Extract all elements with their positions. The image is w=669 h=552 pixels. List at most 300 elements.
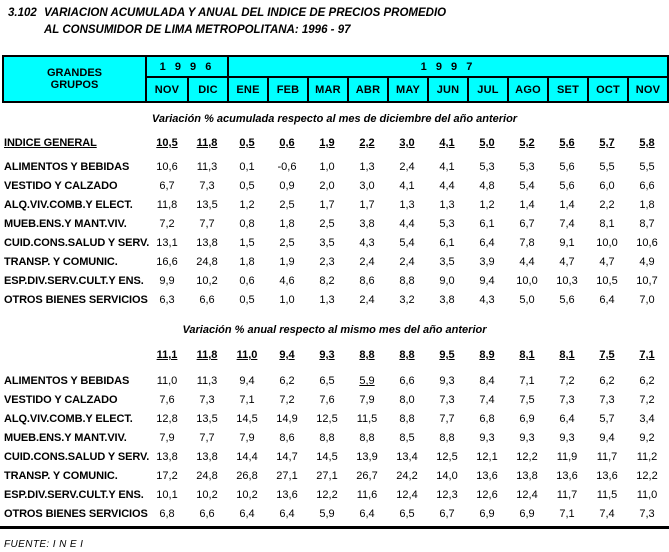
value-cell: 7,7 (439, 413, 455, 425)
row-label: ESP.DIV.SERV.CULT.Y ENS. (4, 275, 144, 287)
value-cell: 0,5 (239, 137, 255, 149)
value-cell: 6,0 (599, 180, 615, 192)
value-cell: 6,7 (439, 508, 455, 520)
value-cell: 7,1 (239, 394, 255, 406)
value-cell: 8,8 (399, 275, 415, 287)
value-cell: 12,1 (476, 451, 498, 463)
header-year-1997: 1 9 9 7 (227, 57, 667, 78)
value-cell: 5,3 (479, 161, 495, 173)
value-cell: 1,5 (239, 237, 255, 249)
table-row (4, 177, 669, 196)
value-cell: 11,8 (156, 199, 178, 211)
value-cell: 6,9 (519, 508, 535, 520)
value-cell: 6,3 (159, 294, 175, 306)
value-cell: 7,3 (199, 394, 215, 406)
value-cell: 26,7 (356, 470, 378, 482)
value-cell: 24,8 (196, 470, 218, 482)
value-cell: 7,0 (639, 294, 655, 306)
value-cell: 1,7 (319, 199, 335, 211)
value-cell: 7,3 (559, 394, 575, 406)
value-cell: 5,2 (519, 137, 535, 149)
row-label: TRANSP. Y COMUNIC. (4, 470, 118, 482)
header-month-mar-4: MAR (307, 78, 347, 101)
value-cell: 9,5 (439, 349, 455, 361)
table-row (4, 196, 669, 215)
value-cell: 6,4 (239, 508, 255, 520)
value-cell: 6,8 (479, 413, 495, 425)
value-cell: 3,8 (359, 218, 375, 230)
value-cell: 11,9 (556, 451, 578, 463)
table-number: 3.102 (8, 7, 37, 19)
header-month-jun-7: JUN (427, 78, 467, 101)
value-cell: 5,9 (359, 375, 375, 387)
value-cell: 13,1 (156, 237, 178, 249)
value-cell: 7,4 (479, 394, 495, 406)
value-cell: 2,0 (319, 180, 335, 192)
row-label: ALQ.VIV.COMB.Y ELECT. (4, 413, 133, 425)
value-cell: 7,7 (199, 218, 215, 230)
value-cell: 1,9 (319, 137, 335, 149)
value-cell: 5,5 (639, 161, 655, 173)
value-cell: 4,1 (399, 180, 415, 192)
value-cell: 6,5 (399, 508, 415, 520)
value-cell: 8,8 (439, 432, 455, 444)
value-cell: 0,6 (239, 275, 255, 287)
value-cell: 6,2 (599, 375, 615, 387)
value-cell: 2,3 (319, 256, 335, 268)
table-row (4, 253, 669, 272)
value-cell: 7,1 (519, 375, 535, 387)
value-cell: 1,4 (559, 199, 575, 211)
value-cell: 16,6 (156, 256, 178, 268)
value-cell: 6,7 (159, 180, 175, 192)
value-cell: 7,6 (159, 394, 175, 406)
value-cell: 12,8 (156, 413, 178, 425)
value-cell: 6,1 (439, 237, 455, 249)
row-label: OTROS BIENES SERVICIOS (4, 294, 148, 306)
value-cell: 8,1 (559, 349, 575, 361)
value-cell: 2,4 (399, 256, 415, 268)
value-cell: 7,5 (599, 349, 615, 361)
value-cell: 14,5 (316, 451, 338, 463)
row-label: ALIMENTOS Y BEBIDAS (4, 161, 130, 173)
value-cell: 10,6 (156, 161, 178, 173)
value-cell: 3,2 (399, 294, 415, 306)
value-cell: 14,0 (436, 470, 458, 482)
value-cell: 3,4 (639, 413, 655, 425)
value-cell: 13,6 (276, 489, 298, 501)
value-cell: 10,5 (156, 137, 178, 149)
table-row (4, 291, 669, 310)
header-month-ene-2: ENE (227, 78, 267, 101)
row-label: INDICE GENERAL (4, 137, 97, 149)
value-cell: 13,5 (196, 413, 218, 425)
value-cell: 4,8 (479, 180, 495, 192)
value-cell: 6,8 (159, 508, 175, 520)
value-cell: 7,3 (439, 394, 455, 406)
value-cell: 6,6 (199, 294, 215, 306)
value-cell: 5,4 (519, 180, 535, 192)
value-cell: 10,3 (556, 275, 578, 287)
value-cell: 12,4 (396, 489, 418, 501)
source-note: FUENTE: I N E I (4, 539, 84, 550)
table-row (4, 448, 669, 467)
value-cell: 12,2 (316, 489, 338, 501)
value-cell: 5,0 (519, 294, 535, 306)
value-cell: 1,0 (279, 294, 295, 306)
value-cell: 10,5 (596, 275, 618, 287)
value-cell: 8,6 (359, 275, 375, 287)
value-cell: 1,3 (399, 199, 415, 211)
value-cell: 2,5 (279, 199, 295, 211)
value-cell: 0,5 (239, 294, 255, 306)
indice-general-row (4, 134, 669, 153)
row-label (4, 346, 147, 365)
value-cell: 6,2 (639, 375, 655, 387)
value-cell: 1,8 (639, 199, 655, 211)
value-cell: 7,9 (159, 432, 175, 444)
page-title (8, 5, 669, 39)
value-cell: 1,0 (319, 161, 335, 173)
value-cell: 2,4 (359, 294, 375, 306)
value-cell: 2,5 (319, 218, 335, 230)
value-cell: 3,0 (399, 137, 415, 149)
value-cell: 3,8 (439, 294, 455, 306)
value-cell: 4,7 (599, 256, 615, 268)
value-cell: 6,4 (279, 508, 295, 520)
value-cell: 6,4 (559, 413, 575, 425)
value-cell: 11,8 (196, 349, 218, 361)
value-cell: 7,3 (199, 180, 215, 192)
section-heading-annual: Variación % anual respecto al mismo mes del año anterior (182, 324, 487, 336)
value-cell: 7,3 (639, 508, 655, 520)
value-cell: 9,3 (519, 432, 535, 444)
row-label: ALQ.VIV.COMB.Y ELECT. (4, 199, 133, 211)
value-cell: 9,4 (479, 275, 495, 287)
value-cell: 6,4 (599, 294, 615, 306)
value-cell: 12,4 (516, 489, 538, 501)
value-cell: 27,1 (316, 470, 338, 482)
value-cell: 8,8 (399, 413, 415, 425)
table-row (4, 234, 669, 253)
section-annual-rows (0, 372, 669, 524)
row-label: ALIMENTOS Y BEBIDAS (4, 375, 130, 387)
value-cell: 5,7 (599, 413, 615, 425)
value-cell: 11,3 (196, 375, 218, 387)
value-cell: 12,5 (316, 413, 338, 425)
value-cell: 8,5 (399, 432, 415, 444)
value-cell: 13,8 (196, 451, 218, 463)
table-row (4, 505, 669, 524)
title-line-2: AL CONSUMIDOR DE LIMA METROPOLITANA: 1996 - 97 (44, 24, 351, 36)
value-cell: 3,9 (479, 256, 495, 268)
row-label: ESP.DIV.SERV.CULT.Y ENS. (4, 489, 144, 501)
value-cell: -0,6 (277, 161, 297, 173)
value-cell: 1,8 (279, 218, 295, 230)
header-month-ago-9: AGO (507, 78, 547, 101)
value-cell: 11,7 (556, 489, 578, 501)
value-cell: 6,7 (519, 218, 535, 230)
value-cell: 1,7 (359, 199, 375, 211)
value-cell: 11,0 (636, 489, 658, 501)
value-cell: 13,6 (556, 470, 578, 482)
row-label: VESTIDO Y CALZADO (4, 394, 118, 406)
value-cell: 8,1 (599, 218, 615, 230)
value-cell: 8,2 (319, 275, 335, 287)
header-label-grandes: GRANDES (46, 67, 102, 79)
value-cell: 5,6 (559, 180, 575, 192)
value-cell: 11,3 (196, 161, 218, 173)
value-cell: 8,8 (359, 432, 375, 444)
value-cell: 13,4 (396, 451, 418, 463)
value-cell: 5,0 (479, 137, 495, 149)
value-cell: 10,2 (196, 489, 218, 501)
value-cell: 2,5 (279, 237, 295, 249)
value-cell: 12,5 (436, 451, 458, 463)
header-month-jul-8: JUL (467, 78, 507, 101)
value-cell: 5,6 (559, 137, 575, 149)
table-row (4, 410, 669, 429)
value-cell: 11,5 (596, 489, 618, 501)
value-cell: 9,3 (479, 432, 495, 444)
indice-general-row-annual (4, 346, 669, 365)
value-cell: 1,3 (359, 161, 375, 173)
value-cell: 6,1 (479, 218, 495, 230)
value-cell: 7,2 (639, 394, 655, 406)
value-cell: 1,9 (279, 256, 295, 268)
value-cell: 13,5 (196, 199, 218, 211)
value-cell: 11,0 (236, 349, 258, 361)
value-cell: 10,0 (516, 275, 538, 287)
header-month-dic-1: DIC (187, 78, 227, 101)
value-cell: 7,7 (199, 432, 215, 444)
value-cell: 5,5 (599, 161, 615, 173)
value-cell: 10,0 (596, 237, 618, 249)
table-row (4, 272, 669, 291)
value-cell: 10,2 (196, 275, 218, 287)
value-cell: 8,8 (399, 349, 415, 361)
value-cell: 11,6 (356, 489, 378, 501)
value-cell: 4,6 (279, 275, 295, 287)
value-cell: 7,2 (559, 375, 575, 387)
value-cell: 1,4 (519, 199, 535, 211)
value-cell: 10,7 (636, 275, 658, 287)
value-cell: 9,4 (599, 432, 615, 444)
value-cell: 11,5 (356, 413, 378, 425)
table-row (4, 372, 669, 391)
value-cell: 6,6 (399, 375, 415, 387)
value-cell: 2,2 (599, 199, 615, 211)
value-cell: 1,2 (479, 199, 495, 211)
value-cell: 13,6 (476, 470, 498, 482)
value-cell: 14,5 (236, 413, 258, 425)
value-cell: 12,3 (436, 489, 458, 501)
section-heading-accumulated: Variación % acumulada respecto al mes de diciembre del año anterior (151, 113, 518, 125)
value-cell: 11,0 (156, 375, 178, 387)
value-cell: 8,1 (519, 349, 535, 361)
value-cell: 6,6 (199, 508, 215, 520)
value-cell: 7,3 (599, 394, 615, 406)
value-cell: 27,1 (276, 470, 298, 482)
value-cell: 11,1 (156, 349, 178, 361)
row-label: OTROS BIENES SERVICIOS (4, 508, 148, 520)
value-cell: 9,0 (439, 275, 455, 287)
value-cell: 8,7 (639, 218, 655, 230)
value-cell: 9,2 (639, 432, 655, 444)
header-month-set-10: SET (547, 78, 587, 101)
value-cell: 1,2 (239, 199, 255, 211)
header-grandes-grupos (4, 57, 147, 101)
value-cell: 17,2 (156, 470, 178, 482)
header-month-may-6: MAY (387, 78, 427, 101)
section-accumulated-rows (0, 158, 669, 310)
value-cell: 12,2 (636, 470, 658, 482)
value-cell: 3,5 (319, 237, 335, 249)
value-cell: 2,4 (399, 161, 415, 173)
value-cell: 0,1 (239, 161, 255, 173)
value-cell: 4,3 (479, 294, 495, 306)
value-cell: 24,8 (196, 256, 218, 268)
value-cell: 24,2 (396, 470, 418, 482)
value-cell: 9,3 (559, 432, 575, 444)
header-year-1996: 1 9 9 6 (147, 57, 227, 78)
value-cell: 5,7 (599, 137, 615, 149)
value-cell: 9,9 (159, 275, 175, 287)
value-cell: 9,3 (319, 349, 335, 361)
value-cell: 9,1 (559, 237, 575, 249)
value-cell: 6,5 (319, 375, 335, 387)
value-cell: 7,2 (279, 394, 295, 406)
value-cell: 10,1 (156, 489, 178, 501)
value-cell: 0,8 (239, 218, 255, 230)
value-cell: 7,5 (519, 394, 535, 406)
value-cell: 7,6 (319, 394, 335, 406)
row-label: MUEB.ENS.Y MANT.VIV. (4, 218, 127, 230)
value-cell: 13,6 (596, 470, 618, 482)
value-cell: 14,9 (276, 413, 298, 425)
value-cell: 7,2 (159, 218, 175, 230)
table-row (4, 429, 669, 448)
row-label: VESTIDO Y CALZADO (4, 180, 118, 192)
value-cell: 4,1 (439, 161, 455, 173)
value-cell: 1,8 (239, 256, 255, 268)
value-cell: 8,9 (479, 349, 495, 361)
value-cell: 12,2 (516, 451, 538, 463)
value-cell: 3,0 (359, 180, 375, 192)
value-cell: 2,2 (359, 137, 375, 149)
value-cell: 6,4 (359, 508, 375, 520)
value-cell: 14,4 (236, 451, 258, 463)
value-cell: 5,3 (519, 161, 535, 173)
row-label: TRANSP. Y COMUNIC. (4, 256, 118, 268)
value-cell: 4,3 (359, 237, 375, 249)
value-cell: 5,3 (439, 218, 455, 230)
header-month-feb-3: FEB (267, 78, 307, 101)
value-cell: 4,9 (639, 256, 655, 268)
value-cell: 7,4 (559, 218, 575, 230)
value-cell: 6,6 (639, 180, 655, 192)
table-row (4, 467, 669, 486)
value-cell: 13,8 (516, 470, 538, 482)
value-cell: 7,1 (559, 508, 575, 520)
title-line-1: VARIACION ACUMULADA Y ANUAL DEL INDICE DE PRECIOS PROMEDIO (44, 7, 447, 19)
table-row (4, 391, 669, 410)
value-cell: 7,4 (599, 508, 615, 520)
value-cell: 5,8 (639, 137, 655, 149)
value-cell: 9,4 (239, 375, 255, 387)
value-cell: 6,9 (479, 508, 495, 520)
value-cell: 6,4 (479, 237, 495, 249)
row-label: CUID.CONS.SALUD Y SERV. (4, 237, 150, 249)
row-label: CUID.CONS.SALUD Y SERV. (4, 451, 150, 463)
value-cell: 9,3 (439, 375, 455, 387)
header-month-oct-11: OCT (587, 78, 627, 101)
value-cell: 13,8 (196, 237, 218, 249)
value-cell: 8,8 (319, 432, 335, 444)
value-cell: 10,2 (236, 489, 258, 501)
value-cell: 13,9 (356, 451, 378, 463)
value-cell: 26,8 (236, 470, 258, 482)
value-cell: 5,4 (399, 237, 415, 249)
value-cell: 4,7 (559, 256, 575, 268)
value-cell: 7,1 (639, 349, 655, 361)
value-cell: 12,6 (476, 489, 498, 501)
value-cell: 8,4 (479, 375, 495, 387)
value-cell: 4,1 (439, 137, 455, 149)
value-cell: 7,9 (239, 432, 255, 444)
table-title-text (44, 5, 446, 39)
value-cell: 13,8 (156, 451, 178, 463)
table-row (4, 215, 669, 234)
value-cell: 4,4 (399, 218, 415, 230)
header-month-nov-12: NOV (627, 78, 667, 101)
header-label-grupos: GRUPOS (50, 79, 99, 91)
value-cell: 6,2 (279, 375, 295, 387)
value-cell: 14,7 (276, 451, 298, 463)
value-cell: 5,6 (559, 161, 575, 173)
value-cell: 8,8 (359, 349, 375, 361)
header-month-nov-0: NOV (154, 83, 180, 96)
value-cell: 7,8 (519, 237, 535, 249)
value-cell: 7,9 (359, 394, 375, 406)
value-cell: 2,4 (359, 256, 375, 268)
value-cell: 8,0 (399, 394, 415, 406)
value-cell: 1,3 (439, 199, 455, 211)
value-cell: 0,5 (239, 180, 255, 192)
value-cell: 3,5 (439, 256, 455, 268)
value-cell: 0,9 (279, 180, 295, 192)
value-cell: 1,3 (319, 294, 335, 306)
value-cell: 11,7 (596, 451, 618, 463)
value-cell: 11,2 (636, 451, 658, 463)
table-row (4, 158, 669, 177)
value-cell: 4,4 (519, 256, 535, 268)
value-cell: 10,6 (636, 237, 658, 249)
bottom-rule (0, 526, 669, 529)
value-cell: 5,9 (319, 508, 335, 520)
value-cell: 5,6 (559, 294, 575, 306)
value-cell: 8,6 (279, 432, 295, 444)
value-cell: 0,6 (279, 137, 295, 149)
value-cell: 11,8 (196, 137, 218, 149)
value-cell: 6,9 (519, 413, 535, 425)
table-row (4, 486, 669, 505)
value-cell: 4,4 (439, 180, 455, 192)
value-cell: 9,4 (279, 349, 295, 361)
header-month-abr-5: ABR (347, 78, 387, 101)
row-label: MUEB.ENS.Y MANT.VIV. (4, 432, 127, 444)
table-header (2, 55, 669, 103)
